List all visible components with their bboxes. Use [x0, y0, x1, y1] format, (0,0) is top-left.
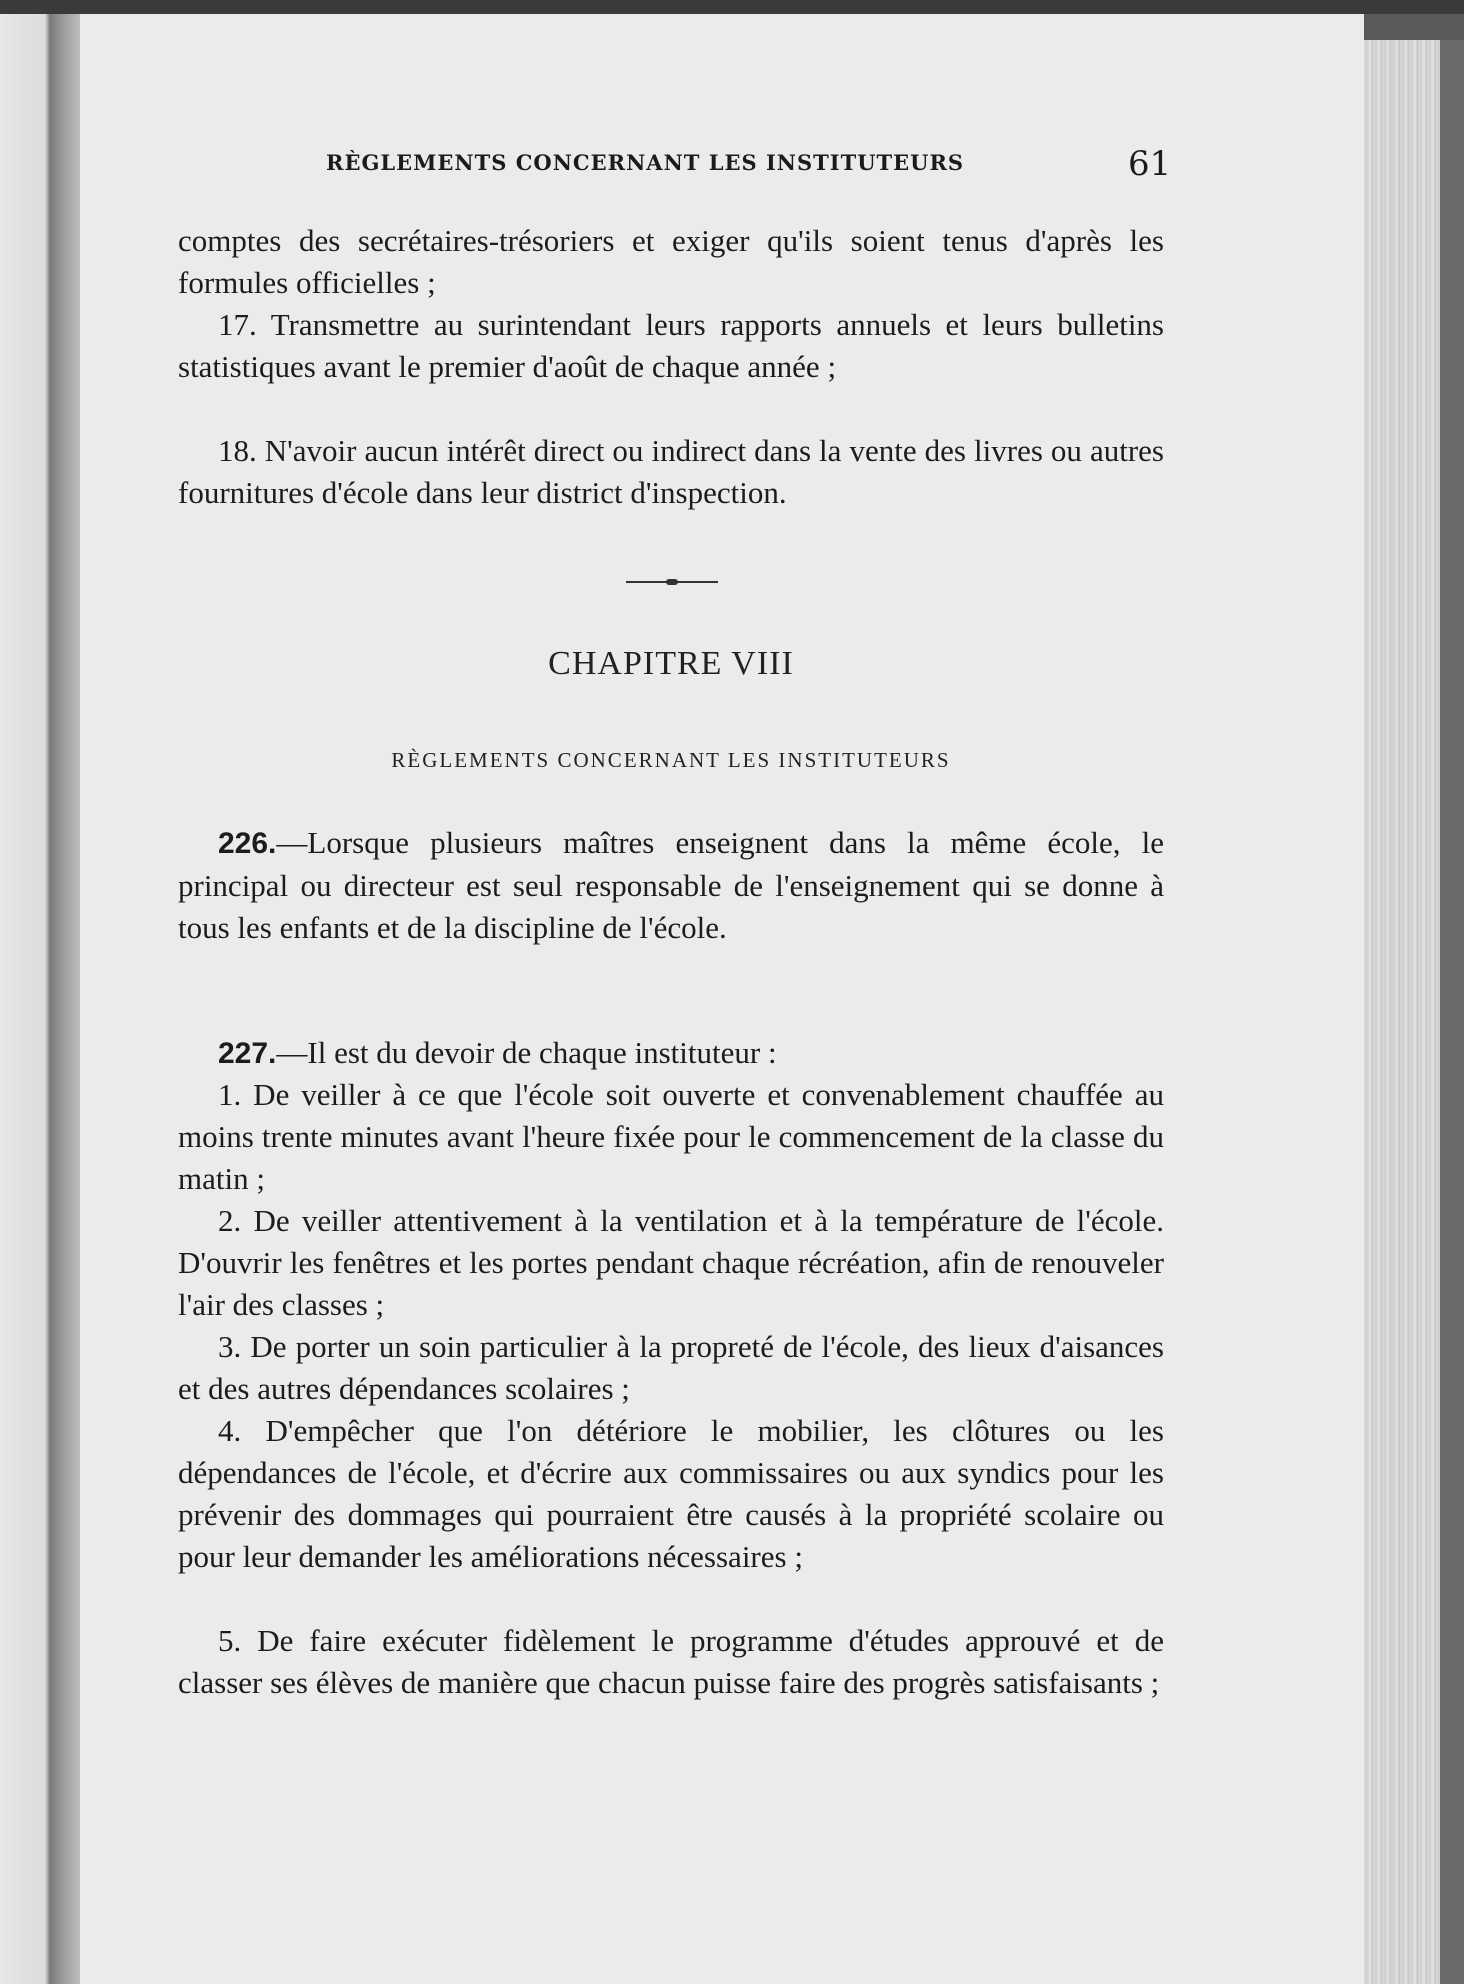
chapter-subtitle: RÈGLEMENTS CONCERNANT LES INSTITUTEURS — [391, 748, 951, 772]
chapter-title: CHAPITRE VIII — [548, 645, 794, 682]
article-226-text: —Lorsque plusieurs maîtres enseignent dans la même école, le principal ou directeur est seul responsable de l'enseignement qui se donne à tous les enfants et de la discipline de l'école. — [178, 825, 1164, 945]
section-divider-ornament — [626, 581, 718, 583]
list-item: 4. D'empêcher que l'on détériore le mobilier, les clôtures ou les dépendances de l'école, et d'écrire aux commissaires ou aux syndics pour les prévenir des dommages qui pourraient être causés à la propriété scolaire ou pour leur demander les améliorations nécessaires ; — [178, 1413, 1164, 1574]
article-227-intro — [178, 1032, 1164, 1075]
article-226-number: 226. — [218, 827, 277, 860]
item-17 — [178, 304, 1164, 388]
scan-top-border — [0, 0, 1464, 14]
running-head: RÈGLEMENTS CONCERNANT LES INSTITUTEURS — [326, 150, 965, 175]
continuation-paragraph — [178, 220, 1164, 304]
article-227-item-2 — [178, 1200, 1164, 1326]
article-227-number: 227. — [218, 1037, 277, 1070]
continuation-line: comptes des secrétaires-trésoriers et exiger qu'ils soient tenus d'après les formules officielles ; — [178, 223, 1164, 300]
list-item: 3. De porter un soin particulier à la propreté de l'école, des lieux d'aisances et des autres dépendances scolaires ; — [178, 1329, 1164, 1406]
item-18 — [178, 430, 1164, 514]
article-227-item-5 — [178, 1620, 1164, 1704]
book-spine-gutter — [0, 14, 80, 1984]
article-227-item-3 — [178, 1326, 1164, 1410]
article-227-item-1 — [178, 1074, 1164, 1200]
article-227-intro-text: —Il est du devoir de chaque instituteur : — [276, 1035, 777, 1070]
item-18-text: 18. N'avoir aucun intérêt direct ou indirect dans la vente des livres ou autres fournitures d'école dans leur district d'inspection. — [178, 433, 1164, 510]
list-item: 5. De faire exécuter fidèlement le programme d'études approuvé et de classer ses élèves de manière que chacun puisse faire des progrès satisfaisants ; — [178, 1623, 1164, 1700]
list-item: 2. De veiller attentivement à la ventilation et à la température de l'école. D'ouvrir les fenêtres et les portes pendant chaque récréation, afin de renouveler l'air des classes ; — [178, 1203, 1164, 1322]
article-226 — [178, 822, 1164, 949]
list-item: 1. De veiller à ce que l'école soit ouverte et convenablement chauffée au moins trente minutes avant l'heure fixée pour le commencement de la classe du matin ; — [178, 1077, 1164, 1196]
book-cover-edge — [1440, 40, 1464, 1984]
item-17-text: 17. Transmettre au surintendant leurs rapports annuels et leurs bulletins statistiques avant le premier d'août de chaque année ; — [178, 307, 1164, 384]
article-227-item-4 — [178, 1410, 1164, 1578]
page-number: 61 — [1128, 144, 1172, 184]
